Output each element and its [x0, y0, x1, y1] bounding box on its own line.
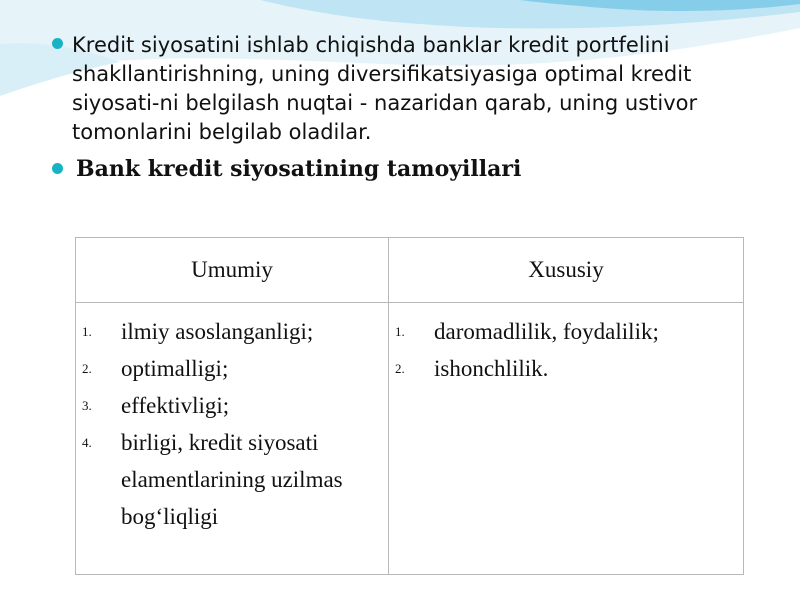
list-number: 2. [82, 361, 92, 376]
list-item-text: ishonchlilik. [434, 356, 549, 381]
list-number: 2. [395, 361, 405, 376]
list-item-text: ilmiy asoslanganligi; [121, 319, 314, 344]
bullet-icon [52, 163, 63, 174]
header-umumiy: Umumiy [191, 257, 273, 282]
list-item [82, 387, 382, 424]
list-number: 1. [395, 324, 405, 339]
list-item-text: daromadlilik, foydalilik; [434, 319, 659, 344]
list-item [395, 350, 735, 387]
list-number: 1. [82, 324, 92, 339]
header-xususiy: Xususiy [528, 257, 604, 282]
list-item-text: elamentlarining uzilmas [121, 467, 343, 492]
list-item-text: optimalligi; [121, 356, 229, 381]
list-number: 4. [82, 435, 92, 450]
section-heading: Bank kredit siyosatining tamoyillari [76, 156, 522, 182]
list-item-text: effektivligi; [121, 393, 230, 418]
list-item [82, 424, 382, 535]
intro-paragraph: Kredit siyosatini ishlab chiqishda banklar kredit portfelini shakllantirishning, uning diversifikatsiyasiga optimal kredit siyosati-ni belgilash nuqtai - nazaridan qarab, uning ustivor tomonlarini belgilab oladilar. [72, 33, 698, 144]
list-item-text: birligi, kredit siyosati [121, 430, 319, 455]
umumiy-list [82, 303, 382, 535]
list-item [82, 313, 382, 350]
xususiy-list [395, 303, 735, 387]
list-item-text: bog‘liqligi [121, 504, 219, 529]
bullet-icon [52, 38, 63, 49]
list-number: 3. [82, 398, 92, 413]
principles-table [75, 237, 744, 575]
list-item [395, 313, 735, 350]
list-item [82, 350, 382, 387]
